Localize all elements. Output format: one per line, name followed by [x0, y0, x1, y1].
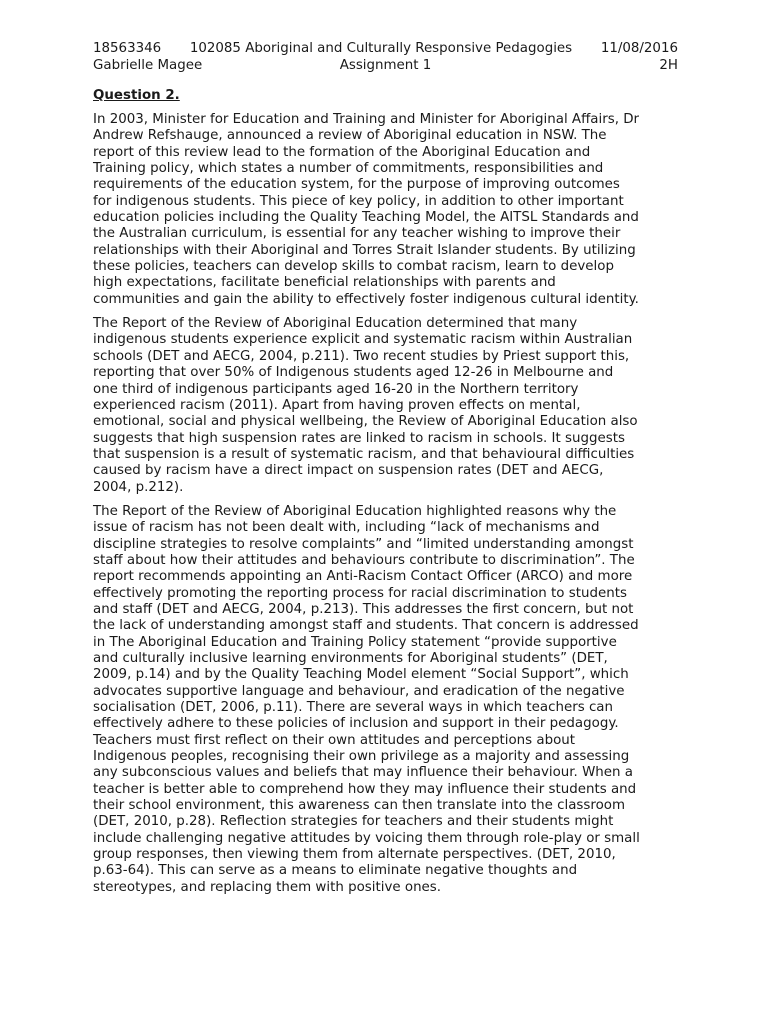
assignment-label: Assignment 1	[339, 58, 432, 73]
text-line: effectively promoting the reporting process for racial discrimination to students	[93, 585, 627, 601]
text-line: 2004, p.212).	[93, 479, 184, 495]
text-line: (DET, 2010, p.28). Reflection strategies for teachers and their students might	[93, 814, 614, 830]
text-line: their school environment, this awareness can then translate into the classroom	[93, 798, 626, 814]
text-line: group responses, then viewing them from alternate perspectives. (DET, 2010,	[93, 847, 616, 863]
text-line: communities and gain the ability to effectively foster indigenous cultural identity.	[93, 291, 639, 307]
body-paragraph	[93, 316, 678, 496]
text-line: stereotypes, and replacing them with positive ones.	[93, 879, 442, 895]
text-line: socialisation (DET, 2006, p.11). There are several ways in which teachers can	[93, 700, 614, 716]
text-line: in The Aboriginal Education and Training Policy statement “provide supportive	[93, 634, 617, 650]
document-page	[93, 40, 678, 896]
text-line: report recommends appointing an Anti-Racism Contact Officer (ARCO) and more	[93, 569, 633, 585]
text-line: requirements of the education system, for the purpose of improving outcomes	[93, 177, 620, 193]
text-line: schools (DET and AECG, 2004, p.211). Two recent studies by Priest support this,	[93, 348, 630, 364]
text-line: Andrew Refshauge, announced a review of Aboriginal education in NSW. The	[93, 128, 607, 144]
class-code: 2H	[659, 58, 678, 73]
text-line: The Report of the Review of Aboriginal Education highlighted reasons why the	[93, 503, 617, 519]
text-line: high expectations, facilitate beneficial relationships with parents and	[93, 275, 556, 291]
student-id: 18563346	[93, 41, 162, 56]
text-line: indigenous students experience explicit and systematic racism within Australian	[93, 332, 633, 348]
text-line: any subconscious values and beliefs that may influence their behaviour. When a	[93, 765, 633, 781]
body-paragraph	[93, 112, 678, 308]
text-line: issue of racism has not been dealt with, including “lack of mechanisms and	[93, 520, 600, 536]
text-line: The Report of the Review of Aboriginal Education determined that many	[93, 316, 578, 332]
text-line: the Australian curriculum, is essential for any teacher wishing to improve their	[93, 226, 621, 242]
text-line: education policies including the Quality Teaching Model, the AITSL Standards and	[93, 210, 639, 226]
text-line: emotional, social and physical wellbeing, the Review of Aboriginal Education also	[93, 414, 638, 430]
essay-body	[93, 112, 678, 896]
text-line: reporting that over 50% of Indigenous students aged 12-26 in Melbourne and	[93, 365, 614, 381]
text-line: Teachers must first reflect on their own attitudes and perceptions about	[93, 732, 576, 748]
text-line: caused by racism have a direct impact on suspension rates (DET and AECG,	[93, 463, 604, 479]
text-line: discipline strategies to resolve complaints” and “limited understanding amongst	[93, 536, 634, 552]
submission-date: 11/08/2016	[600, 41, 678, 56]
text-line: teacher is better able to comprehend how they may influence their students and	[93, 781, 637, 797]
text-line: In 2003, Minister for Education and Training and Minister for Aboriginal Affairs, Dr	[93, 112, 640, 127]
text-line: Indigenous peoples, recognising their own privilege as a majority and assessing	[93, 749, 630, 765]
text-line: for indigenous students. This piece of key policy, in addition to other important	[93, 193, 624, 209]
text-line: 2009, p.14) and by the Quality Teaching Model element “Social Support”, which	[93, 667, 629, 683]
text-line: the lack of understanding amongst staff and students. That concern is addressed	[93, 618, 639, 634]
text-line: advocates supportive language and behaviour, and eradication of the negative	[93, 683, 625, 699]
text-line: Training policy, which states a number of commitments, responsibilities and	[93, 161, 604, 177]
unit-title: 102085 Aboriginal and Culturally Responsive Pedagogies	[189, 41, 573, 56]
text-line: and staff (DET and AECG, 2004, p.213). This addresses the first concern, but not	[93, 601, 634, 617]
body-paragraph	[93, 504, 678, 896]
question-heading: Question 2.	[93, 88, 180, 103]
text-line: staff about how their attitudes and behaviours contribute to discrimination”. The	[93, 552, 635, 568]
text-line: one third of indigenous participants aged 16-20 in the Northern territory	[93, 381, 579, 397]
text-line: and culturally inclusive learning environments for Aboriginal students” (DET,	[93, 651, 608, 666]
header-line-1	[93, 40, 678, 57]
text-line: include challenging negative attitudes by voicing them through role-play or small	[93, 830, 640, 846]
text-line: these policies, teachers can develop skills to combat racism, learn to develop	[93, 259, 614, 275]
text-line: relationships with their Aboriginal and Torres Strait Islander students. By utilizing	[93, 242, 636, 258]
header-line-2	[93, 57, 678, 74]
text-line: that suspension is a result of systematic racism, and that behavioural difficulties	[93, 446, 635, 462]
text-line: report of this review lead to the formation of the Aboriginal Education and	[93, 144, 591, 160]
text-line: suggests that high suspension rates are linked to racism in schools. It suggests	[93, 430, 625, 446]
text-line: p.63-64). This can serve as a means to eliminate negative thoughts and	[93, 863, 578, 879]
text-line: effectively adhere to these policies of inclusion and support in their pedagogy.	[93, 716, 619, 732]
author-name: Gabrielle Magee	[93, 58, 203, 73]
text-line: experienced racism (2011). Apart from having proven effects on mental,	[93, 397, 581, 413]
